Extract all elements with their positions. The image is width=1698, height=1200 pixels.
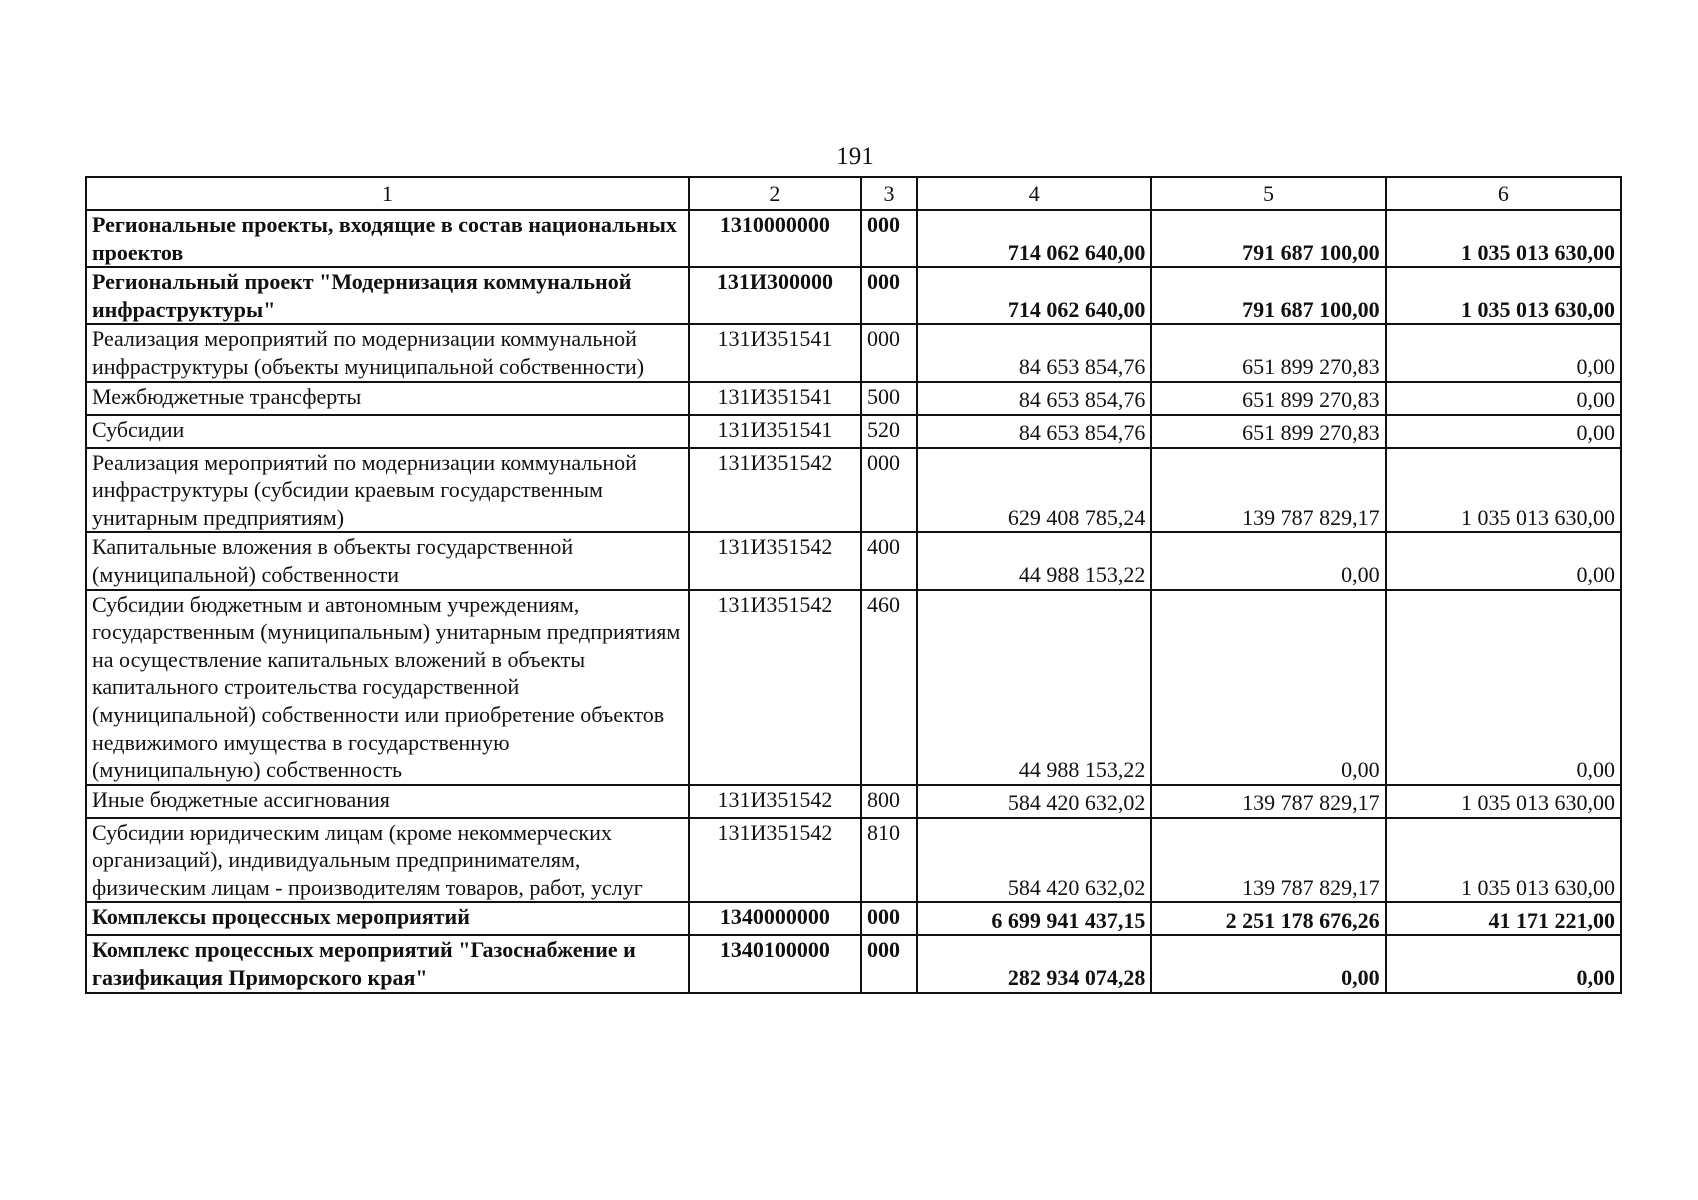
row-value-col5: 139 787 829,17: [1151, 785, 1385, 818]
table-row: [86, 590, 1621, 785]
row-value-col5: 651 899 270,83: [1151, 415, 1385, 448]
row-code-cell: 131И351542: [689, 532, 861, 589]
row-value-col6: 0,00: [1386, 324, 1621, 381]
row-type-cell: 500: [861, 382, 917, 415]
row-code-cell: 131И351541: [689, 415, 861, 448]
row-name-cell: Реализация мероприятий по модернизации коммунальной инфраструктуры (объекты муниципальной собственности): [86, 324, 689, 381]
row-type-cell: 000: [861, 210, 917, 267]
row-code-cell: 1310000000: [689, 210, 861, 267]
row-code-cell: 131И351542: [689, 785, 861, 818]
row-value-col6: 0,00: [1386, 415, 1621, 448]
column-header: 2: [689, 177, 861, 210]
row-value-col5: 2 251 178 676,26: [1151, 902, 1385, 935]
table-row: [86, 902, 1621, 935]
row-value-col4: 584 420 632,02: [917, 785, 1151, 818]
row-name-cell: Комплекс процессных мероприятий "Газоснабжение и газификация Приморского края": [86, 935, 689, 992]
column-header: 3: [861, 177, 917, 210]
row-name-cell: Субсидии юридическим лицам (кроме некоммерческих организаций), индивидуальным предпринимателям, физическим лицам - производителям товаров, работ, услуг: [86, 818, 689, 903]
row-value-col5: 0,00: [1151, 935, 1385, 992]
row-value-col6: 0,00: [1386, 935, 1621, 992]
row-value-col5: 791 687 100,00: [1151, 267, 1385, 324]
row-value-col4: 44 988 153,22: [917, 590, 1151, 785]
row-name-cell: Капитальные вложения в объекты государственной (муниципальной) собственности: [86, 532, 689, 589]
row-value-col4: 84 653 854,76: [917, 382, 1151, 415]
row-code-cell: 1340000000: [689, 902, 861, 935]
row-value-col4: 714 062 640,00: [917, 210, 1151, 267]
row-value-col4: 629 408 785,24: [917, 448, 1151, 533]
row-value-col4: 84 653 854,76: [917, 415, 1151, 448]
row-name-cell: Региональный проект "Модернизация коммунальной инфраструктуры": [86, 267, 689, 324]
row-type-cell: 000: [861, 324, 917, 381]
row-name-cell: Иные бюджетные ассигнования: [86, 785, 689, 818]
row-value-col6: 1 035 013 630,00: [1386, 267, 1621, 324]
column-header: 5: [1151, 177, 1385, 210]
row-code-cell: 131И351541: [689, 382, 861, 415]
row-value-col4: 714 062 640,00: [917, 267, 1151, 324]
row-code-cell: 131И351542: [689, 818, 861, 903]
row-type-cell: 810: [861, 818, 917, 903]
row-value-col5: 791 687 100,00: [1151, 210, 1385, 267]
row-code-cell: 131И351541: [689, 324, 861, 381]
row-type-cell: 400: [861, 532, 917, 589]
row-name-cell: Комплексы процессных мероприятий: [86, 902, 689, 935]
row-value-col6: 0,00: [1386, 382, 1621, 415]
row-code-cell: 131И300000: [689, 267, 861, 324]
row-value-col4: 44 988 153,22: [917, 532, 1151, 589]
row-value-col6: 1 035 013 630,00: [1386, 448, 1621, 533]
table-row: [86, 210, 1621, 267]
table-row: [86, 324, 1621, 381]
row-type-cell: 520: [861, 415, 917, 448]
row-type-cell: 800: [861, 785, 917, 818]
row-type-cell: 000: [861, 902, 917, 935]
table-row: [86, 785, 1621, 818]
row-name-cell: Межбюджетные трансферты: [86, 382, 689, 415]
row-value-col5: 0,00: [1151, 532, 1385, 589]
row-type-cell: 000: [861, 267, 917, 324]
row-value-col4: 84 653 854,76: [917, 324, 1151, 381]
row-name-cell: Региональные проекты, входящие в состав национальных проектов: [86, 210, 689, 267]
row-code-cell: 1340100000: [689, 935, 861, 992]
column-number-row: [86, 177, 1621, 210]
row-value-col4: 282 934 074,28: [917, 935, 1151, 992]
budget-table: [85, 176, 1622, 994]
column-header: 1: [86, 177, 689, 210]
row-code-cell: 131И351542: [689, 590, 861, 785]
row-type-cell: 000: [861, 935, 917, 992]
row-value-col6: 1 035 013 630,00: [1386, 818, 1621, 903]
table-row: [86, 935, 1621, 992]
row-value-col6: 1 035 013 630,00: [1386, 210, 1621, 267]
row-name-cell: Субсидии бюджетным и автономным учреждениям, государственным (муниципальным) унитарным предприятиям на осуществление капитальных вложений в объекты капитального строительства государственной (муниципальной) собственности или приобретение объектов недвижимого имущества в государственную (муниципальную) собственность: [86, 590, 689, 785]
row-code-cell: 131И351542: [689, 448, 861, 533]
row-value-col6: 0,00: [1386, 590, 1621, 785]
table-row: [86, 818, 1621, 903]
row-value-col5: 139 787 829,17: [1151, 818, 1385, 903]
row-type-cell: 000: [861, 448, 917, 533]
page-number: 191: [836, 143, 874, 170]
row-value-col5: 651 899 270,83: [1151, 324, 1385, 381]
row-value-col6: 1 035 013 630,00: [1386, 785, 1621, 818]
row-name-cell: Субсидии: [86, 415, 689, 448]
table-row: [86, 448, 1621, 533]
column-header: 6: [1386, 177, 1621, 210]
table-row: [86, 415, 1621, 448]
row-value-col4: 6 699 941 437,15: [917, 902, 1151, 935]
table-row: [86, 382, 1621, 415]
row-value-col6: 0,00: [1386, 532, 1621, 589]
row-name-cell: Реализация мероприятий по модернизации коммунальной инфраструктуры (субсидии краевым государственным унитарным предприятиям): [86, 448, 689, 533]
row-value-col5: 651 899 270,83: [1151, 382, 1385, 415]
row-type-cell: 460: [861, 590, 917, 785]
column-header: 4: [917, 177, 1151, 210]
table-row: [86, 267, 1621, 324]
table-row: [86, 532, 1621, 589]
row-value-col5: 139 787 829,17: [1151, 448, 1385, 533]
row-value-col4: 584 420 632,02: [917, 818, 1151, 903]
row-value-col6: 41 171 221,00: [1386, 902, 1621, 935]
row-value-col5: 0,00: [1151, 590, 1385, 785]
